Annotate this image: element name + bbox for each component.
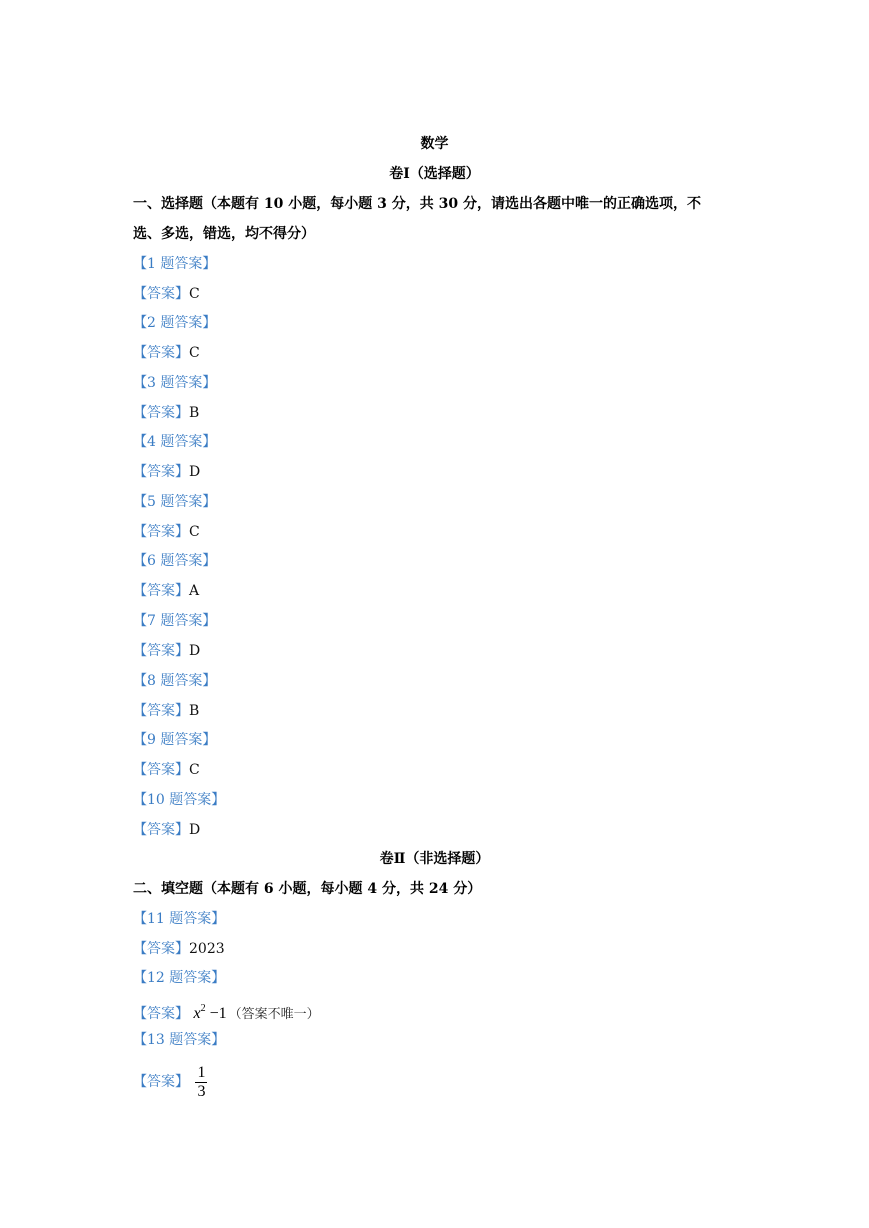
q5-answer-row [133, 522, 200, 542]
q10-answer-value: D [189, 822, 201, 838]
answer-label: 【答案】 [133, 286, 189, 302]
q4-label: 【4 题答案】 [133, 434, 217, 450]
q12-note: （答案不唯一） [228, 1007, 320, 1022]
q4-answer-value: D [189, 464, 201, 480]
q13-denominator: 3 [197, 1082, 206, 1100]
q13-numerator: 1 [197, 1063, 206, 1081]
part2-heading: 卷Ⅱ（非选择题） [379, 851, 490, 867]
q5-answer-value: C [189, 524, 200, 540]
q2-label: 【2 题答案】 [133, 315, 217, 331]
q11-answer-value: 2023 [189, 941, 225, 957]
q12-variable: x [193, 1005, 201, 1022]
answer-label: 【答案】 [133, 643, 189, 659]
q11-answer-row [133, 939, 225, 959]
q1-label: 【1 题答案】 [133, 256, 217, 272]
q1-answer-row [133, 284, 200, 304]
q12-exponent: 2 [200, 1003, 206, 1014]
section1-instructions-line2: 选、多选，错选，均不得分） [133, 226, 315, 242]
answer-label: 【答案】 [133, 703, 189, 719]
q3-label: 【3 题答案】 [133, 375, 217, 391]
q13-answer-row [133, 1062, 207, 1102]
q7-label: 【7 题答案】 [133, 613, 217, 629]
q9-answer-value: C [189, 762, 200, 778]
answer-label: 【答案】 [133, 1074, 189, 1090]
q13-answer-fraction [195, 1064, 207, 1101]
answer-label: 【答案】 [133, 583, 189, 599]
q8-answer-value: B [189, 703, 200, 719]
q9-answer-row [133, 760, 200, 780]
q6-label: 【6 题答案】 [133, 553, 217, 569]
q5-label: 【5 题答案】 [133, 494, 217, 510]
answer-label: 【答案】 [133, 822, 189, 838]
answer-label: 【答案】 [133, 524, 189, 540]
q12-constant: −1 [209, 1005, 227, 1022]
q13-label: 【13 题答案】 [133, 1032, 226, 1048]
q2-answer-row [133, 343, 200, 363]
q6-answer-value: A [189, 583, 200, 599]
section1-instructions-line1: 一、选择题（本题有 10 小题，每小题 3 分，共 30 分，请选出各题中唯一的正确选项，不 [133, 196, 701, 212]
q4-answer-row [133, 462, 200, 482]
q12-answer-expression [193, 1005, 226, 1022]
q1-answer-value: C [189, 286, 200, 302]
q8-label: 【8 题答案】 [133, 673, 217, 689]
q6-answer-row [133, 581, 199, 601]
q8-answer-row [133, 701, 199, 721]
answer-label: 【答案】 [133, 464, 189, 480]
q12-label: 【12 题答案】 [133, 970, 226, 986]
q7-answer-row [133, 641, 200, 661]
answer-label: 【答案】 [133, 941, 189, 957]
answer-label: 【答案】 [133, 762, 189, 778]
q10-answer-row [133, 820, 200, 840]
section2-heading: 二、填空题（本题有 6 小题，每小题 4 分，共 24 分） [133, 881, 482, 897]
q3-answer-value: B [189, 405, 200, 421]
q9-label: 【9 题答案】 [133, 732, 217, 748]
q2-answer-value: C [189, 345, 200, 361]
q7-answer-value: D [189, 643, 201, 659]
answer-label: 【答案】 [133, 1006, 189, 1022]
q11-label: 【11 题答案】 [133, 911, 226, 927]
answer-label: 【答案】 [133, 345, 189, 361]
q3-answer-row [133, 403, 199, 423]
doc-title: 数学 [420, 136, 449, 152]
q10-label: 【10 题答案】 [133, 792, 226, 808]
answer-label: 【答案】 [133, 405, 189, 421]
part1-heading: 卷Ⅰ（选择题） [389, 166, 480, 182]
q12-answer-row [133, 999, 320, 1025]
